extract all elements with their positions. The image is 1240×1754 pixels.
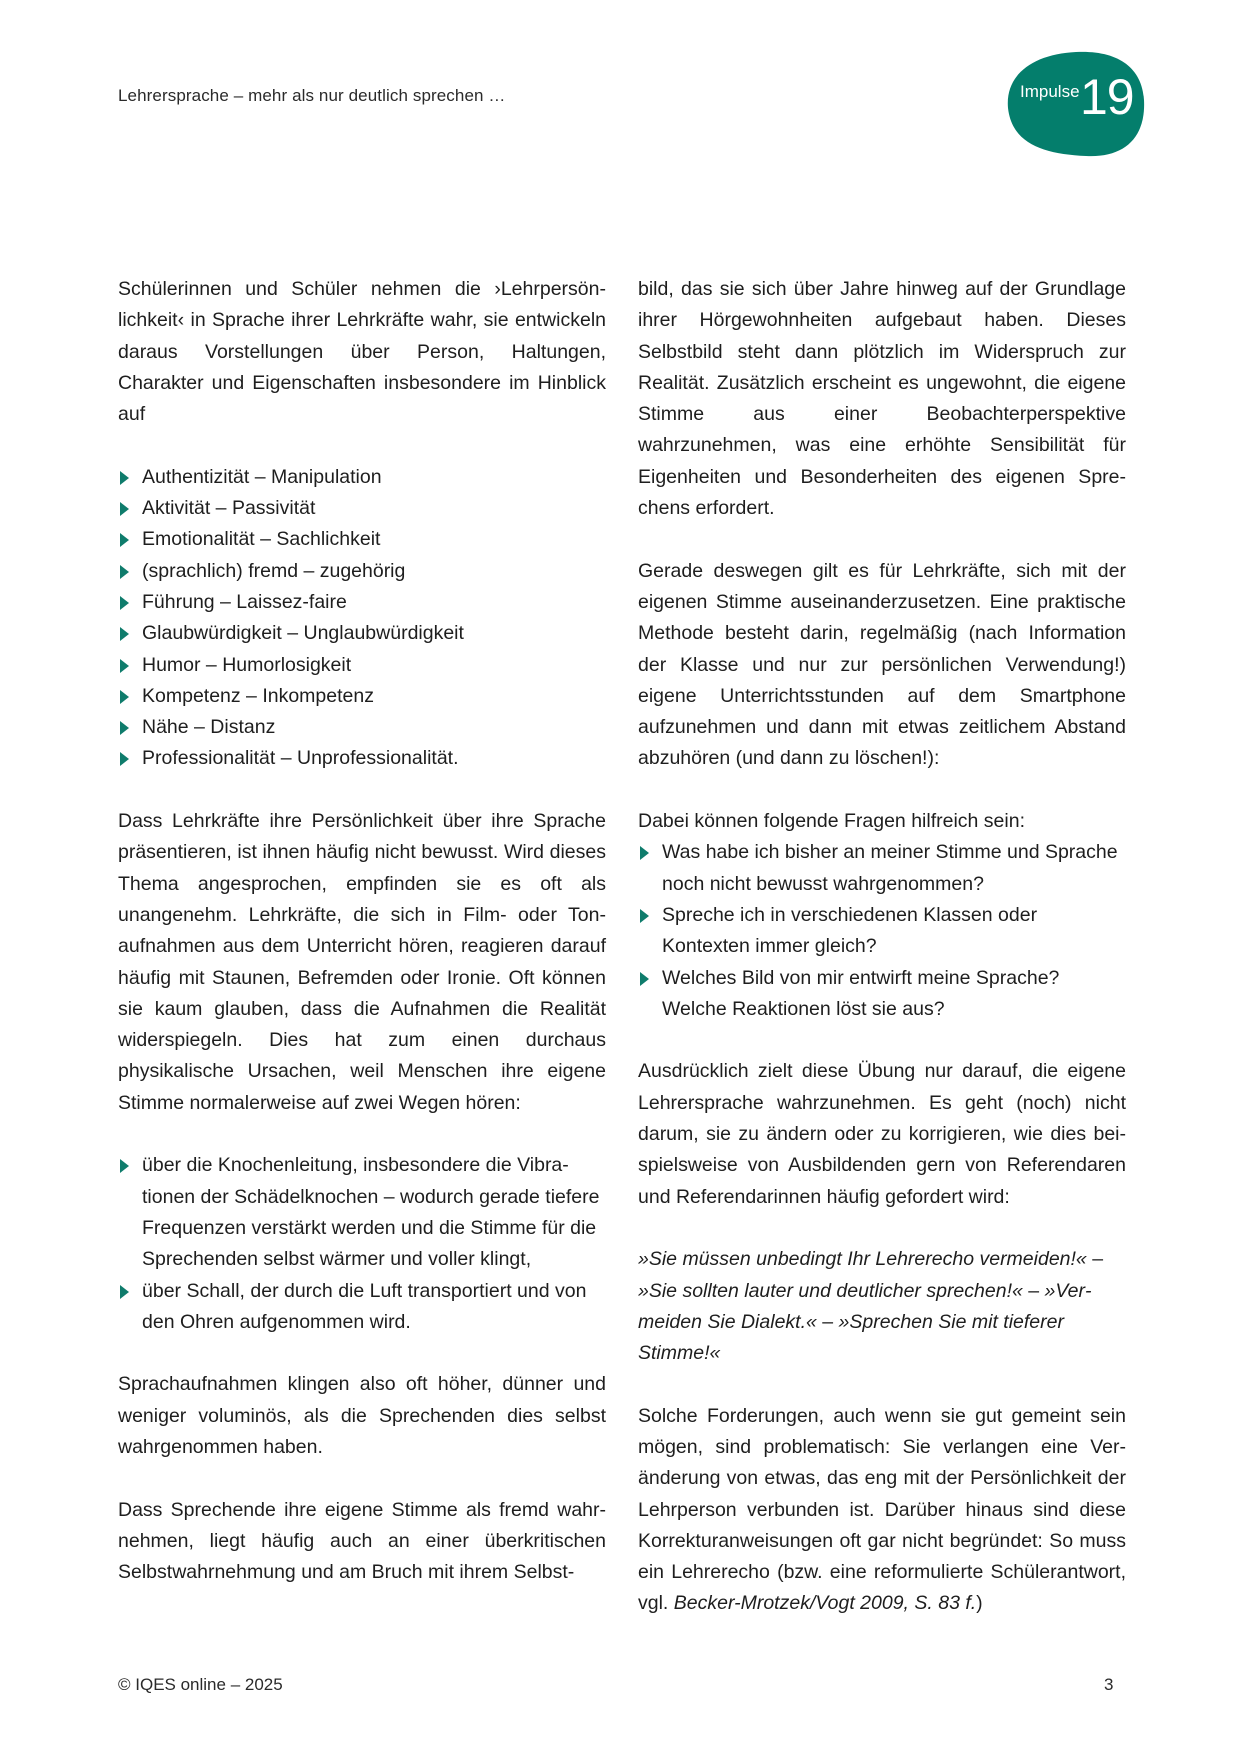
triangle-bullet-icon xyxy=(120,565,129,579)
list-item: Glaubwürdigkeit – Unglaubwürdigkeit xyxy=(118,618,606,649)
list-item: über Schall, der durch die Luft transportiert und von den Ohren aufgenommen wird. xyxy=(118,1276,606,1339)
quote-separator: – xyxy=(1022,1279,1045,1302)
triangle-bullet-icon xyxy=(120,627,129,641)
impulse-badge xyxy=(1006,48,1146,160)
quote-4: »Sprechen Sie mit tieferer Stimme!« xyxy=(638,1310,1064,1365)
right-column xyxy=(638,274,1126,1620)
recording-reaction-paragraph: Dass Lehrkräfte ihre Persönlichkeit über ihre Sprache präsentieren, ist ihnen häufig nicht bewusst. Wird dieses Thema angesprochen, empfinden sie es oft als unangenehm. Lehrkräfte, die sich in Film- oder Tonaufnahmen aus dem Unterricht hören, reagieren darauf häufig mit Staunen, Befremden oder Ironie. Oft können sie kaum glauben, dass die Aufnahmen die Realität widerspiegeln. Dies hat zum einen durchaus physikalische Ursachen, weil Menschen ihre eigene Stimme normalerweise auf zwei Wegen hören: xyxy=(118,810,606,1114)
method-paragraph: Gerade deswegen gilt es für Lehrkräfte, sich mit der eigenen Stimme auseinanderzusetzen. Eine praktische Methode besteht darin, regelmäßig (nach Information der Klasse und nur zur persönlichen Verwendung!) eigene Unterrichtsstunden auf dem Smartphone aufzunehmen und dann mit etwas zeitlichem Abstand abzuhören (und dann zu löschen!): xyxy=(638,559,1126,770)
list-item: Professionalität – Unprofessionalität. xyxy=(118,743,606,774)
self-image-paragraph: bild, das sie sich über Jahre hinweg auf der Grundlage ihrer Hörgewohnheiten aufgebaut haben. Dieses Selbstbild steht dann plötzlich im Widerspruch zur Realität. Zusätzlich erscheint es ungewohnt, die eigene Stimme aus einer Beobachterperspektive wahrzunehmen, was eine erhöhte Sensibilität für Eigenheiten und Besonderheiten des eigenen Sprechens erfordert. xyxy=(638,278,1126,520)
triangle-bullet-icon xyxy=(120,752,129,766)
badge-label: Impulse xyxy=(1020,82,1080,101)
running-title: Lehrersprache – mehr als nur deutlich sprechen … xyxy=(118,86,506,105)
triangle-bullet-icon xyxy=(640,846,649,860)
triangle-bullet-icon xyxy=(640,972,649,986)
triangle-bullet-icon xyxy=(120,533,129,547)
list-item: Authentizität – Manipulation xyxy=(118,462,606,493)
triangle-bullet-icon xyxy=(120,1285,129,1299)
quotes-paragraph xyxy=(638,1244,1126,1369)
hearing-ways-list xyxy=(118,1150,606,1338)
triangle-bullet-icon xyxy=(120,502,129,516)
list-item: über die Knochenleitung, insbesondere die Vibrationen der Schädelknochen – wodurch gerade tiefere Frequenzen verstärkt werden und die Stimme für die Sprechenden selbst wärmer und voller klingt, xyxy=(118,1150,606,1275)
self-perception-paragraph: Dass Sprechende ihre eigene Stimme als fremd wahrnehmen, liegt häufig auch an einer überkritischen Selbstwahrnehmung und am Bruch mit ihrem Selbst- xyxy=(118,1498,606,1584)
page-number: 3 xyxy=(1104,1675,1114,1694)
triangle-bullet-icon xyxy=(120,596,129,610)
intro-paragraph: Schülerinnen und Schüler nehmen die ›Lehrpersönlichkeit‹ in Sprache ihrer Lehrkräfte wahr, sie entwickeln daraus Vorstellungen über Person, Haltungen, Charakter und Eigenschaften insbesondere im Hinblick auf xyxy=(118,278,606,426)
citation: Becker-Mrotzek/Vogt 2009, S. 83 f. xyxy=(673,1592,977,1615)
list-item: Humor – Humorlosigkeit xyxy=(118,650,606,681)
list-item: Nähe – Distanz xyxy=(118,712,606,743)
triangle-bullet-icon xyxy=(120,471,129,485)
quote-3: »Vermeiden Sie Dialekt.« xyxy=(638,1279,1092,1333)
triangle-bullet-icon xyxy=(120,721,129,735)
list-item: Führung – Laissez-faire xyxy=(118,587,606,618)
questions-list xyxy=(638,837,1126,1025)
recordings-sound-paragraph: Sprachaufnahmen klingen also oft höher, dünner und weniger voluminös, als die Sprechenden dies selbst wahrgenommen haben. xyxy=(118,1373,606,1458)
triangle-bullet-icon xyxy=(120,690,129,704)
quote-separator: – xyxy=(816,1310,839,1333)
demands-problematic-paragraph: Solche Forderungen, auch wenn sie gut gemeint sein mögen, sind problematisch: Sie verlangen eine Veränderung von etwas, das eng mit der Persönlichkeit der Lehrperson verbunden ist. Darüber hinaus sind diese Korrekturanweisungen oft gar nicht begründet: So muss ein Lehrerecho (bzw. eine reformulierte Schülerantwort, vgl. Becker-Mrotzek/Vogt 2009, S. 83 f.) xyxy=(638,1404,1126,1615)
triangle-bullet-icon xyxy=(640,909,649,923)
list-item: Was habe ich bisher an meiner Stimme und Sprache noch nicht bewusst wahrgenommen? xyxy=(638,837,1126,900)
triangle-bullet-icon xyxy=(120,659,129,673)
badge-number: 19 xyxy=(1080,69,1134,125)
footer-copyright: © IQES online – 2025 xyxy=(118,1675,283,1694)
left-column xyxy=(118,274,606,1588)
list-item: Spreche ich in verschiedenen Klassen oder Kontexten immer gleich? xyxy=(638,900,1126,963)
list-item: Welches Bild von mir entwirft meine Sprache? Welche Reaktionen löst sie aus? xyxy=(638,963,1126,1026)
quote-1: »Sie müssen unbedingt Ihr Lehrerecho vermeiden!« xyxy=(638,1248,1087,1271)
questions-intro: Dabei können folgende Fragen hilfreich sein: xyxy=(638,810,1026,833)
list-item: Emotionalität – Sachlichkeit xyxy=(118,524,606,555)
list-item: Kompetenz – Inkompetenz xyxy=(118,681,606,712)
quote-separator: – xyxy=(1086,1248,1104,1271)
list-item: Aktivität – Passivität xyxy=(118,493,606,524)
list-item: (sprachlich) fremd – zugehörig xyxy=(118,556,606,587)
quote-2: »Sie sollten lauter und deutlicher sprechen!« xyxy=(638,1279,1023,1302)
traits-list xyxy=(118,462,606,775)
triangle-bullet-icon xyxy=(120,1159,129,1173)
exercise-purpose-paragraph: Ausdrücklich zielt diese Übung nur darauf, die eigene Lehrersprache wahrzunehmen. Es geht (noch) nicht darum, sie zu ändern oder zu korrigieren, wie dies beispielsweise von Ausbildenden gern von Referendaren und Referendarinnen häufig gefordert wird: xyxy=(638,1060,1126,1208)
